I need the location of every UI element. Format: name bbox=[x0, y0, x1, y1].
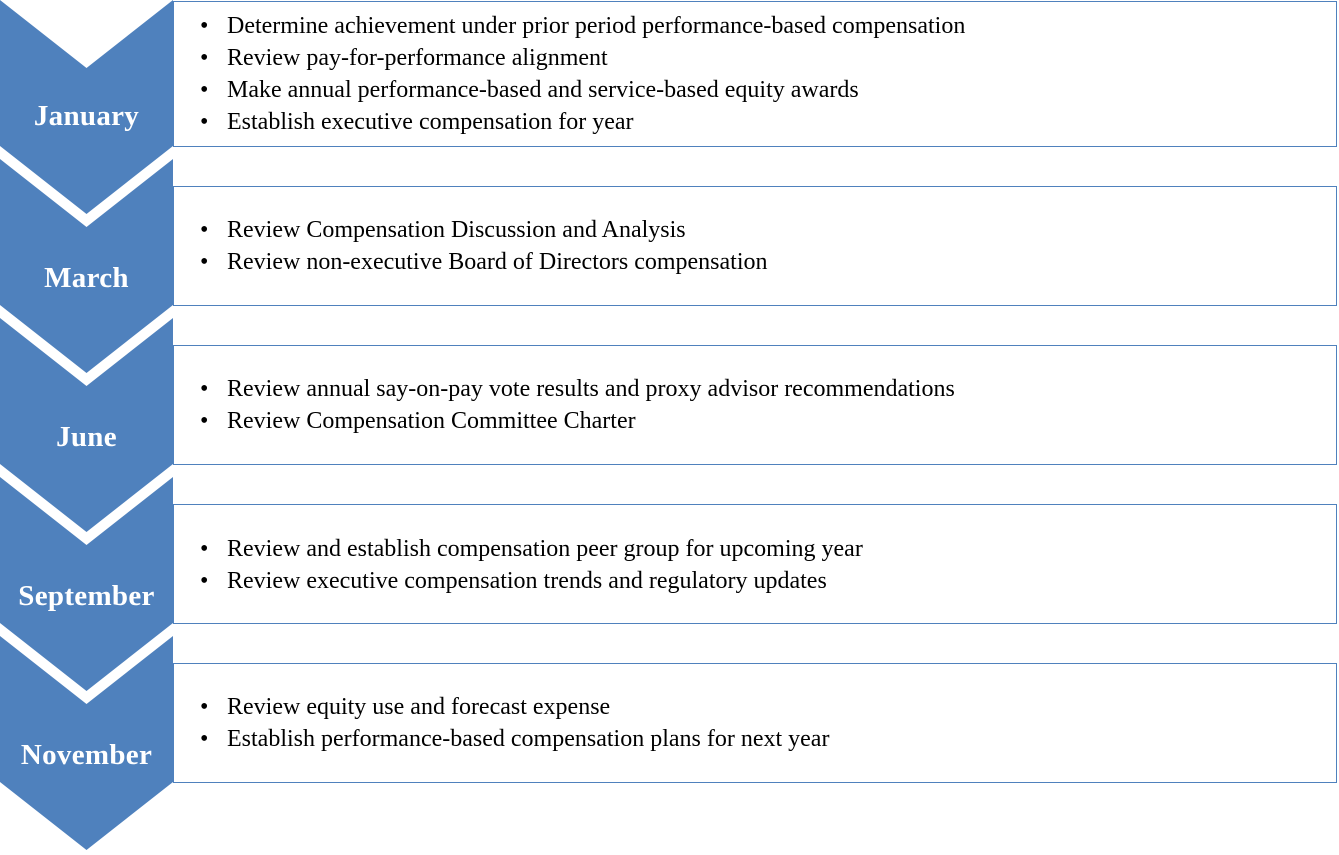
panel-march bbox=[173, 186, 1337, 306]
bullet: • bbox=[200, 536, 209, 562]
item-text: Establish performance-based compensation plans for next year bbox=[227, 726, 830, 752]
item-text: Review pay-for-performance alignment bbox=[227, 45, 608, 71]
bullet: • bbox=[200, 408, 209, 434]
item-list bbox=[200, 691, 1326, 755]
item-text: Review and establish compensation peer group for upcoming year bbox=[227, 536, 863, 562]
panel-june bbox=[173, 345, 1337, 465]
list-item bbox=[200, 10, 1326, 42]
item-text: Establish executive compensation for year bbox=[227, 109, 634, 135]
list-item bbox=[200, 565, 1326, 597]
month-label-september: September bbox=[18, 580, 155, 612]
list-item bbox=[200, 214, 1326, 246]
item-list bbox=[200, 10, 1326, 138]
item-list bbox=[200, 373, 1326, 437]
bullet: • bbox=[200, 694, 209, 720]
list-item bbox=[200, 246, 1326, 278]
item-text: Review Compensation Discussion and Analysis bbox=[227, 217, 686, 243]
item-text: Review annual say-on-pay vote results and proxy advisor recommendations bbox=[227, 376, 955, 402]
bullet: • bbox=[200, 568, 209, 594]
month-label-november: November bbox=[20, 739, 153, 771]
bullet: • bbox=[200, 217, 209, 243]
month-label-march: March bbox=[44, 262, 129, 294]
panel-november bbox=[173, 663, 1337, 783]
list-item bbox=[200, 373, 1326, 405]
item-text: Review executive compensation trends and regulatory updates bbox=[227, 568, 827, 594]
item-text: Make annual performance-based and service-based equity awards bbox=[227, 77, 859, 103]
bullet: • bbox=[200, 249, 209, 275]
list-item bbox=[200, 405, 1326, 437]
bullet: • bbox=[200, 726, 209, 752]
bullet: • bbox=[200, 77, 209, 103]
month-label-january: January bbox=[33, 100, 140, 132]
bullet: • bbox=[200, 13, 209, 39]
list-item bbox=[200, 533, 1326, 565]
panel-september bbox=[173, 504, 1337, 624]
month-label-june: June bbox=[56, 421, 117, 453]
bullet: • bbox=[200, 109, 209, 135]
list-item bbox=[200, 723, 1326, 755]
item-list bbox=[200, 214, 1326, 278]
list-item bbox=[200, 74, 1326, 106]
item-text: Review Compensation Committee Charter bbox=[227, 408, 636, 434]
bullet: • bbox=[200, 45, 209, 71]
list-item bbox=[200, 691, 1326, 723]
bullet: • bbox=[200, 376, 209, 402]
item-text: Determine achievement under prior period performance-based compensation bbox=[227, 13, 966, 39]
panel-january bbox=[173, 1, 1337, 147]
list-item bbox=[200, 106, 1326, 138]
item-text: Review non-executive Board of Directors compensation bbox=[227, 249, 768, 275]
item-text: Review equity use and forecast expense bbox=[227, 694, 611, 720]
list-item bbox=[200, 42, 1326, 74]
item-list bbox=[200, 533, 1326, 597]
